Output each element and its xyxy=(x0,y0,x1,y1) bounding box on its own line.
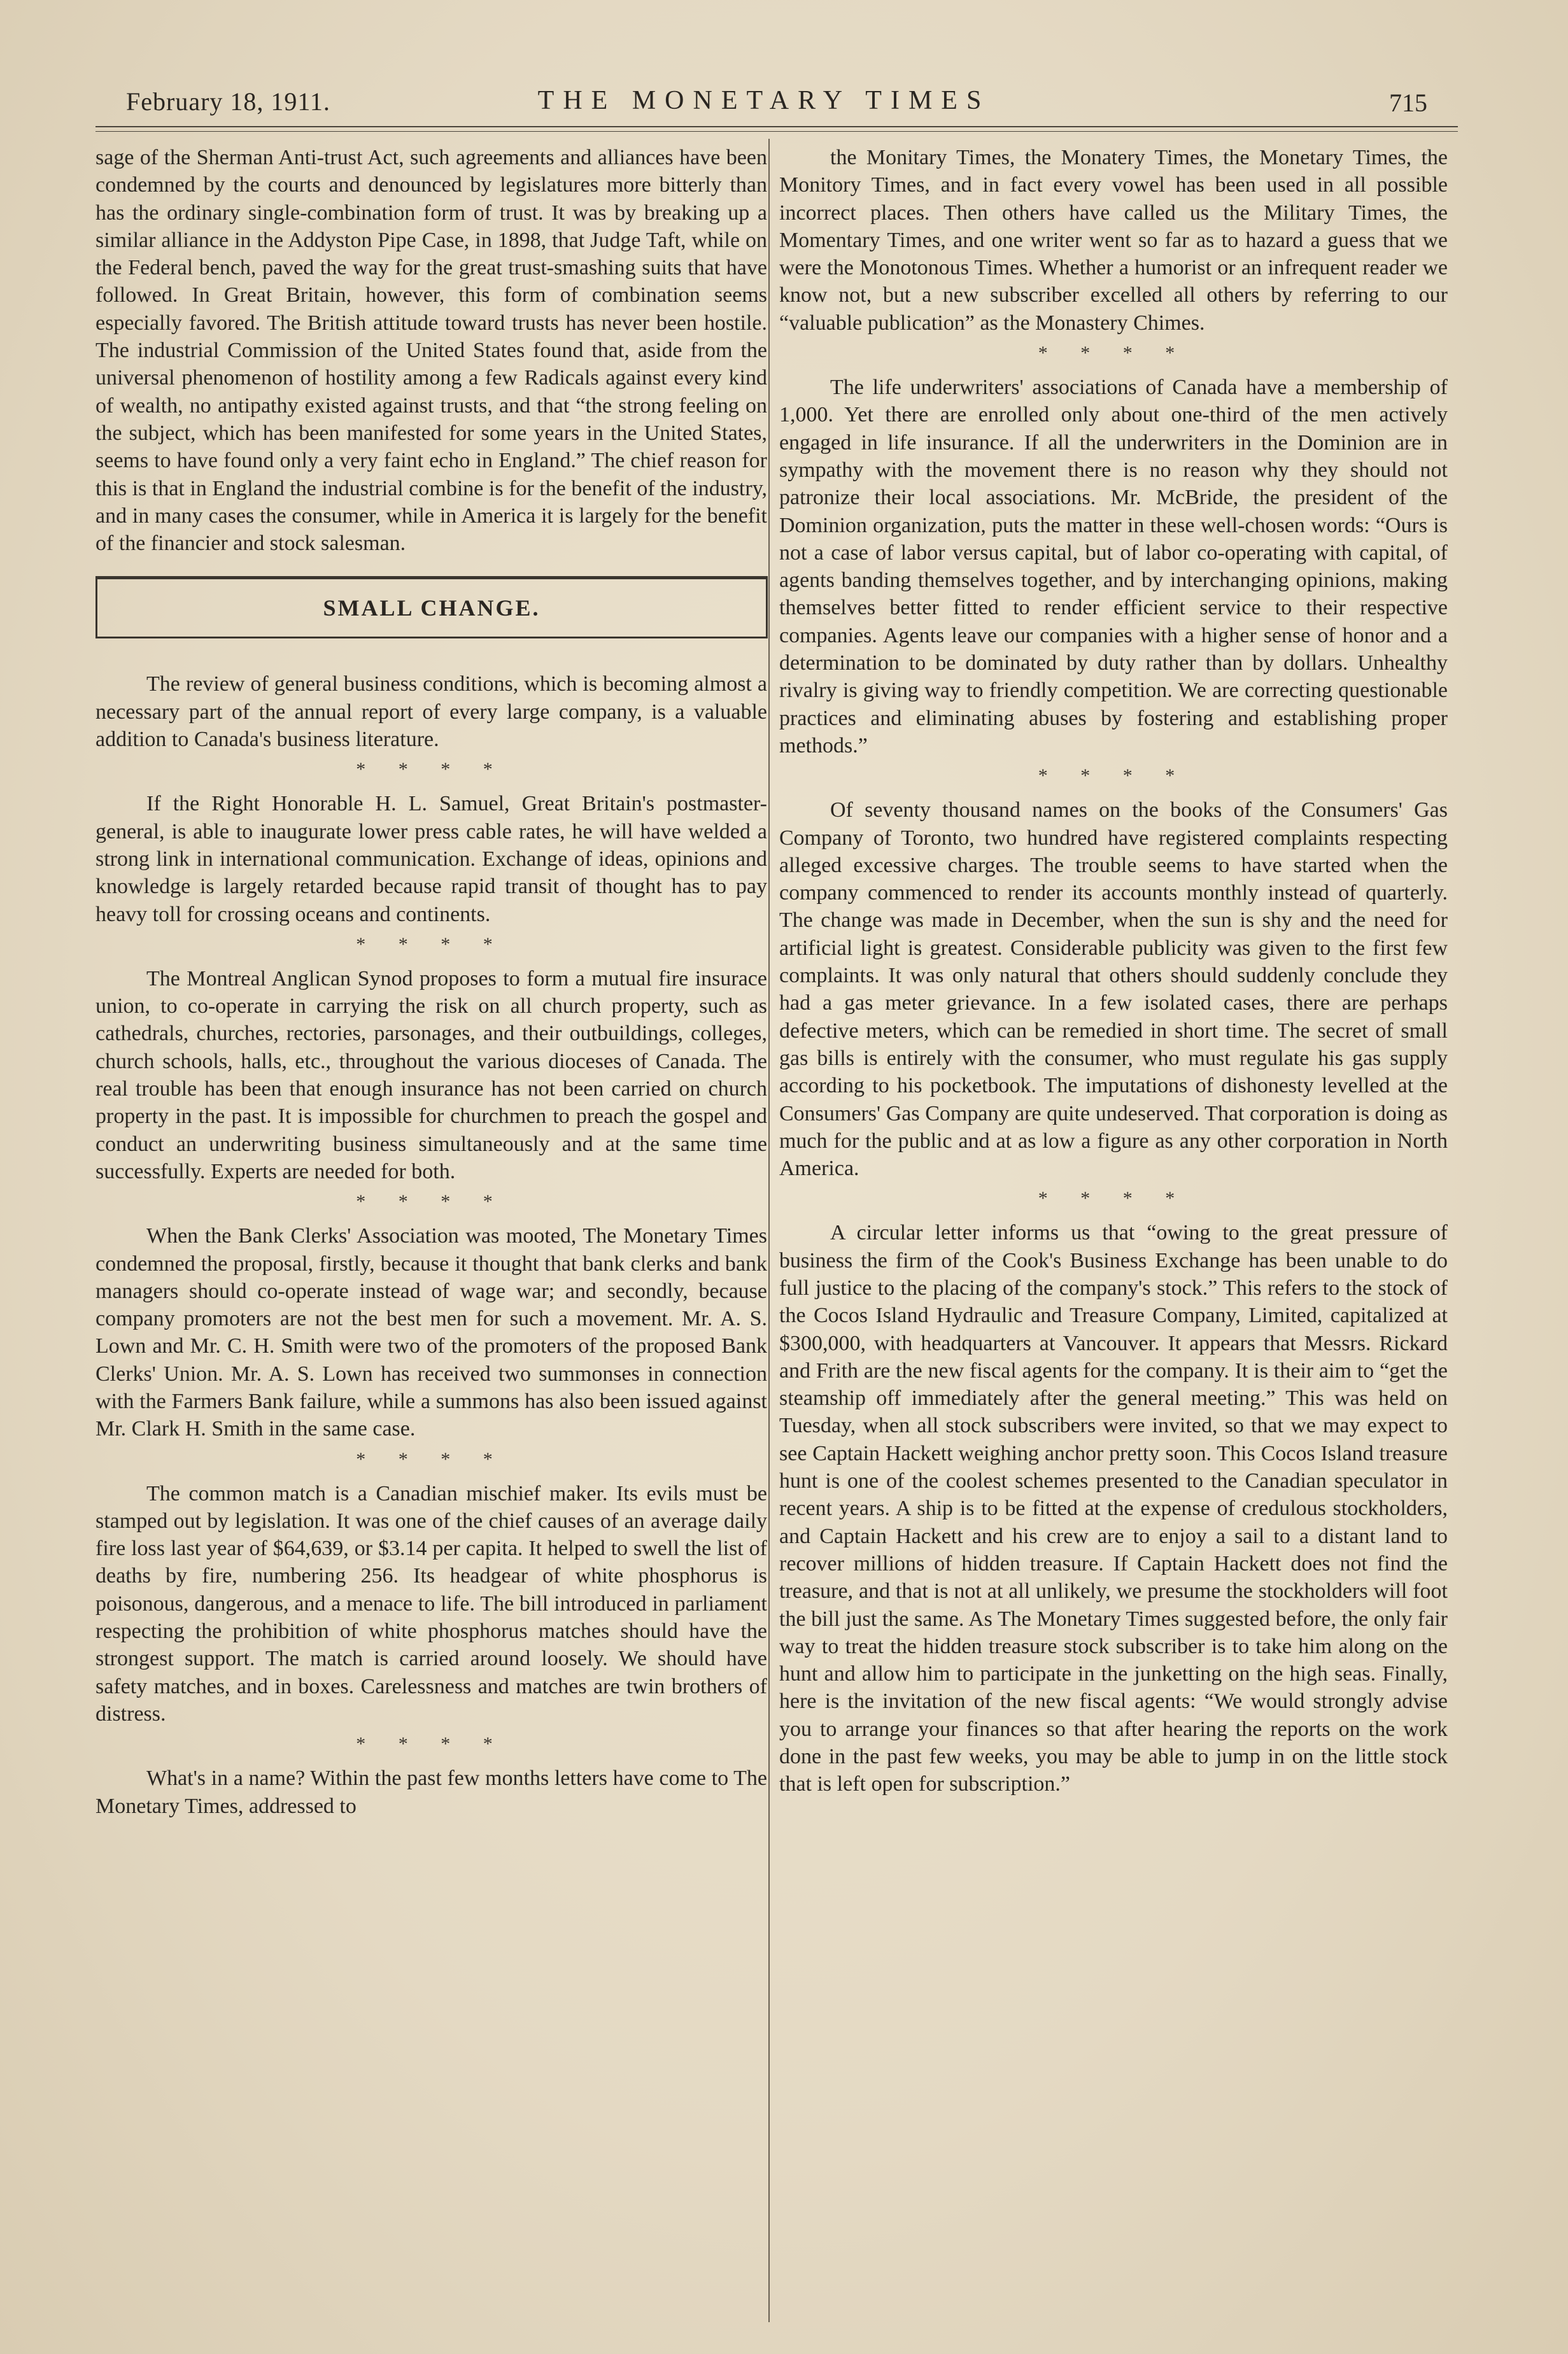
page-header xyxy=(83,81,1445,120)
separator: * * * * xyxy=(356,1733,507,1755)
separator: * * * * xyxy=(356,1191,507,1213)
paragraph: A circular letter informs us that “owing to the great pressure of business the firm of the Cook's Business Exchange has been unable to do full justice to the placing of the company's stock.” This refers to the stock of the Cocos Island Hydraulic and Treasure Company, Limited, capitalized at $300,000, with headquarters at Vancouver. It appears that Messrs. Rickard and Frith are the new fiscal agents for the company. It is their aim to “get the steamship off immediately after the general meeting.” This was held on Tuesday, when all stock subscribers were invited, so that we may expect to see Captain Hackett weighing anchor pretty soon. This Cocos Island treasure hunt is one of the coolest schemes presented to the Canadian speculator in recent years. A ship is to be fitted at the expense of credulous stockholders, and Captain Hackett and his crew are to enjoy a sail to a distant land to recover millions of hidden treasure. If Captain Hackett does not find the treasure, and that is not at all unlikely, we presume the stockholders will foot the bill just the same. As The Monetary Times suggested before, the only fair way to treat the hidden treasure stock subscriber is to take him along on the hunt and allow him to participate in the junketting on the high seas. Finally, here is the invitation of the new fiscal agents: “We would strongly advise you to arrange your finances so that after hearing the reports on the work done in the past few weeks, you may be able to jump in on the little stock that is left open for subscription.” xyxy=(779,1221,1448,1796)
paragraph: The review of general business conditions, which is becoming almost a necessary part of the annual report of every large company, is a valuable addition to Canada's business literature. xyxy=(95,672,767,752)
article-continuation: the Monitary Times, the Monatery Times, the Monetary Times, the Monitory Times, and in fact every vowel has been used in all possible incorrect places. Then others have called us the Military Times, the Momentary Times, and one writer went so far as to hazard a guess that we were the Monotonous Times. Whether a humorist or an infrequent reader we know not, but a new subscriber excelled all others by referring to our “valuable publication” as the Monastery Chimes. xyxy=(779,146,1448,335)
page-number: 715 xyxy=(1389,88,1427,117)
right-column xyxy=(779,144,1448,1798)
header-rule xyxy=(95,126,1458,127)
paragraph: When the Bank Clerks' Association was mooted, The Monetary Times condemned the proposal, firstly, because it thought that bank clerks and bank managers should co-operate instead of wage war; and secondly, because company promoters are not the best men for such a movement. Mr. A. S. Lown and Mr. C. H. Smith were two of the promoters of the proposed Bank Clerks' Union. Mr. A. S. Lown has received two summonses in connection with the Farmers Bank failure, while a summons has also been issued against Mr. Clark H. Smith in the same case. xyxy=(95,1224,767,1441)
paragraph: If the Right Honorable H. L. Samuel, Great Britain's postmaster-general, is able to inaugurate lower press cable rates, he will have welded a strong link in international communication. Exchange of ideas, opinions and knowledge is largely retarded because rapid transit of thought has to pay heavy toll for crossing oceans and continents. xyxy=(95,792,767,926)
paragraph: The Montreal Anglican Synod proposes to form a mutual fire insurace union, to co-operate in carrying the risk on all church property, such as cathedrals, churches, rectories, parsonages, and their outbuildings, colleges, church schools, halls, etc., throughout the various dioceses of Canada. The real trouble has been that enough insurance has not been carried on church property in the past. It is impossible for churchmen to preach the gospel and conduct an underwriting business simultaneously and at the same time successfully. Experts are needed for both. xyxy=(95,966,767,1183)
separator: * * * * xyxy=(1038,765,1189,787)
paragraph: What's in a name? Within the past few months letters have come to The Monetary Times, addressed to xyxy=(95,1766,767,1818)
left-column xyxy=(95,144,767,1820)
journal-title: THE MONETARY TIMES xyxy=(537,86,991,115)
article-continuation: sage of the Sherman Anti-trust Act, such agreements and alliances have been condemned by the courts and denounced by legislatures more bitterly than has the ordinary single-combination form of trust. It was by breaking up a similar alliance in the Addyston Pipe Case, in 1898, that Judge Taft, while on the Federal bench, paved the way for the great trust-smashing suits that have followed. In Great Britain, however, this form of combination seems especially favored. The British attitude toward trusts has never been hostile. The industrial Commission of the United States found that, aside from the universal phenomenon of hostility among a few Radicals against every kind of wealth, no antipathy existed against trusts, and that “the strong feeling on the subject, which has been manifested for some years in the United States, seems to have found only a very faint echo in England.” The chief reason for this is that in England the industrial combine is for the benefit of the industry, and in many cases the consumer, while in America it is largely for the benefit of the financier and stock salesman. xyxy=(95,146,767,556)
section-title: SMALL CHANGE. xyxy=(95,576,768,638)
separator: * * * * xyxy=(356,933,507,955)
header-rule-thin xyxy=(95,131,1458,132)
paragraph: The common match is a Canadian mischief maker. Its evils must be stamped out by legislation. It was one of the chief causes of an average daily fire loss last year of $64,639, or $3.14 per capita. It helped to swell the list of deaths by fire, numbering 256. Its headgear of white phosphorus is poisonous, dangerous, and a menace to life. The bill introduced in parliament respecting the prohibition of white phosphorus matches should have the strongest support. The match is carried around loosely. We should have safety matches, and in boxes. Carelessness and matches are twin brothers of distress. xyxy=(95,1481,767,1726)
separator: * * * * xyxy=(1038,1188,1189,1209)
paragraph: The life underwriters' associations of Canada have a membership of 1,000. Yet there are enrolled only about one-third of the men actively engaged in life insurance. If all the underwriters in the Dominion are in sympathy with the movement there is no reason why they should not patronize their local associations. Mr. McBride, the president of the Dominion organization, puts the matter in these well-chosen words: “Ours is not a case of labor versus capital, but of labor co-operating with capital, of agents banding themselves together, and by interchanging opinions, making themselves better fitted to render efficient service to their respective companies. Agents leave our companies with a higher sense of honor and a determination to be dominated by duty rather than by dollars. Unhealthy rivalry is giving way to friendly competition. We are correcting questionable practices and eliminating abuses by fostering and establishing proper methods.” xyxy=(779,376,1448,758)
separator: * * * * xyxy=(356,759,507,780)
column-divider xyxy=(768,139,770,2322)
separator: * * * * xyxy=(1038,342,1189,364)
separator: * * * * xyxy=(356,1448,507,1470)
issue-date: February 18, 1911. xyxy=(126,87,330,116)
paragraph: Of seventy thousand names on the books of the Consumers' Gas Company of Toronto, two hundred have registered complaints respecting alleged excessive charges. The trouble seems to have started when the company commenced to render its accounts monthly instead of quarterly. The change was made in December, when the sun is shy and the need for artificial light is greatest. Considerable publicity was given to the first few complaints. It was only natural that others should suddenly conclude they had a gas meter grievance. In a few isolated cases, there are perhaps defective meters, which can be remedied in short time. The secret of small gas bills is entirely with the consumer, who must regulate his gas supply according to his pocketbook. The imputations of dishonesty levelled at the Consumers' Gas Company are quite undeserved. That corporation is doing as much for the public and at as low a figure as any other corporation in North America. xyxy=(779,798,1448,1181)
